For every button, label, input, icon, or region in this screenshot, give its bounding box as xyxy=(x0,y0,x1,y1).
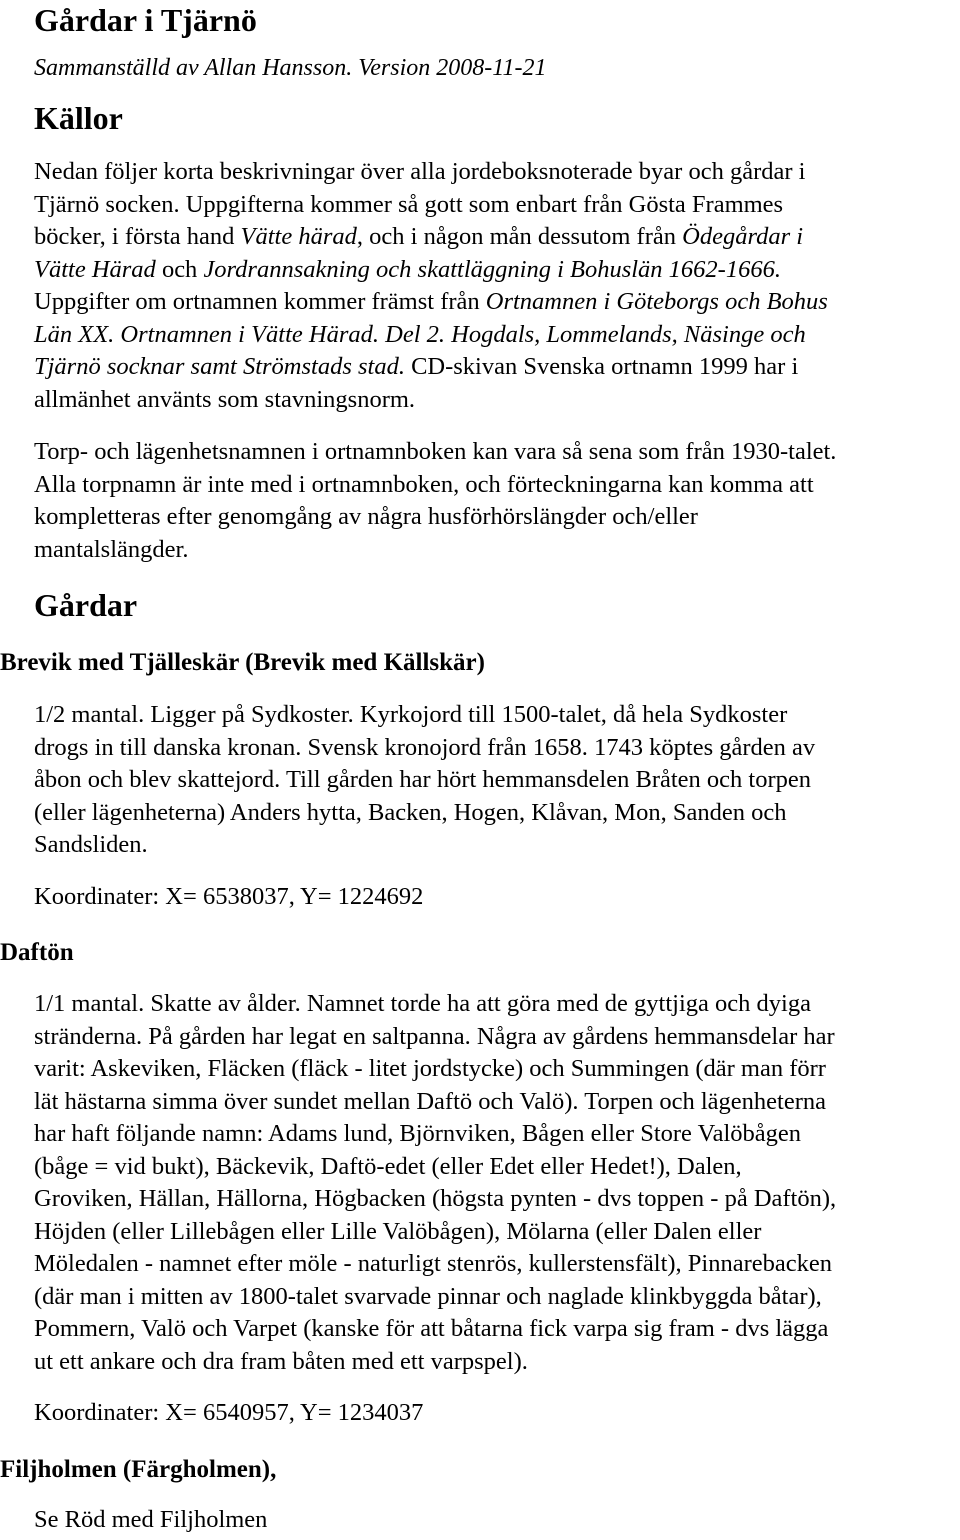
coordinates-daftoen: Koordinater: X= 6540957, Y= 1234037 xyxy=(34,1399,424,1426)
text-line: Groviken, Hällan, Hällorna, Högbacken (högsta pynten - dvs toppen - på Daftön), xyxy=(34,1185,837,1212)
text-line: (eller lägenheterna) Anders hytta, Backen, Hogen, Klåvan, Mon, Sanden och xyxy=(34,798,787,826)
text-line: allmänhet använts som stavningsnorm. xyxy=(34,385,416,413)
heading-farms: Gårdar xyxy=(34,587,138,623)
text-line: (båge = vid bukt), Bäckevik, Daftö-edet (eller Edet eller Hedet!), Dalen, xyxy=(34,1152,742,1180)
book-title: Vätte härad xyxy=(240,223,357,250)
text-line: Höjden (eller Lillebågen eller Lille Valöbågen), Mölarna (eller Dalen eller xyxy=(34,1217,762,1245)
page-subtitle: Sammanställd av Allan Hansson. Version 2008-11-21 xyxy=(34,55,547,81)
text-line: åbon och blev skattejord. Till gården har hört hemmansdelen Bråten och torpen xyxy=(34,766,812,793)
text-line: kompletteras efter genomgång av några husförhörslängder och/eller xyxy=(34,503,698,530)
farm-heading-filjholmen: Filjholmen (Färgholmen), xyxy=(0,1456,277,1483)
text-line: Torp- och lägenhetsnamnen i ortnamnboken kan vara så sena som från 1930-talet. xyxy=(34,438,837,465)
book-title: Ödegårdar i xyxy=(682,223,804,250)
text-line: Tjärnö socknar samt Strömstads stad. CD-skivan Svenska ortnamn 1999 har i xyxy=(34,353,799,380)
book-title: Vätte Härad xyxy=(34,255,156,283)
text-line: mantalslängder. xyxy=(34,535,189,563)
sources-paragraph-1 xyxy=(34,156,960,416)
coordinates-brevik: Koordinater: X= 6538037, Y= 1224692 xyxy=(34,883,424,910)
text-line: Sandsliden. xyxy=(34,831,148,858)
farm-note-filjholmen: Se Röd med Filjholmen xyxy=(34,1506,268,1533)
text-line: Tjärnö socken. Uppgifterna kommer så gott som enbart från Gösta Frammes xyxy=(34,190,784,218)
page-title: Gårdar i Tjärnö xyxy=(34,2,257,38)
text-line: böcker, i första hand Vätte härad, och i någon mån dessutom från Ödegårdar i xyxy=(34,223,804,250)
text-line: Nedan följer korta beskrivningar över alla jordeboksnoterade byar och gårdar i xyxy=(34,158,806,185)
text-line: stränderna. På gården har legat en saltpanna. Några av gårdens hemmansdelar har xyxy=(34,1022,835,1050)
text-line: Uppgifter om ortnamnen kommer främst från Ortnamnen i Göteborgs och Bohus xyxy=(34,288,828,315)
book-title: Ortnamnen i Göteborgs och Bohus xyxy=(485,288,828,315)
text-line: drogs in till danska kronan. Svensk kronojord från 1658. 1743 köptes gården av xyxy=(34,733,816,761)
book-title: Län XX. Ortnamnen i Vätte Härad. Del 2. Hogdals, Lommelands, Näsinge och xyxy=(34,320,806,348)
text-line: 1/2 mantal. Ligger på Sydkoster. Kyrkojord till 1500-talet, då hela Sydkoster xyxy=(34,701,788,728)
text-line: Möledalen - namnet efter möle - naturligt stenrös, kullerstensfält), Pinnarebacken xyxy=(34,1250,833,1277)
farm-description-brevik xyxy=(34,699,960,862)
farm-heading-daftoen: Daftön xyxy=(0,939,74,966)
text-line: har haft följande namn: Adams lund, Björnviken, Bågen eller Store Valöbågen xyxy=(34,1120,802,1147)
text-line: lät hästarna simma över sundet mellan Daftö och Valö). Torpen och lägenheterna xyxy=(34,1087,827,1115)
text-line: Vätte Härad och Jordrannsakning och skattläggning i Bohuslän 1662-1666. xyxy=(34,255,781,283)
text-line: Pommern, Valö och Varpet (kanske för att båtarna fick varpa sig fram - dvs lägga xyxy=(34,1315,829,1342)
text-line: (där man i mitten av 1800-talet svarvade pinnar och naglade klinkbyggda båtar), xyxy=(34,1282,822,1310)
book-title: Jordrannsakning och skattläggning i Bohuslän 1662-1666. xyxy=(203,255,781,283)
text-line: ut ett ankare och dra fram båten med ett varpspel). xyxy=(34,1347,528,1375)
text-line: 1/1 mantal. Skatte av ålder. Namnet torde ha att göra med de gyttjiga och dyiga xyxy=(34,990,811,1017)
book-title: Tjärnö socknar samt Strömstads stad. xyxy=(34,353,405,380)
farm-description-daftoen xyxy=(34,988,960,1378)
heading-sources: Källor xyxy=(34,100,123,136)
text-line xyxy=(34,319,960,352)
farm-heading-brevik: Brevik med Tjälleskär (Brevik med Källskär) xyxy=(0,649,485,676)
sources-paragraph-2 xyxy=(34,436,960,566)
text-line: varit: Askeviken, Fläcken (fläck - litet jordstycke) och Summingen (där man förr xyxy=(34,1055,826,1082)
text-line: Alla torpnamn är inte med i ortnamnboken, och förteckningarna kan komma att xyxy=(34,470,814,498)
